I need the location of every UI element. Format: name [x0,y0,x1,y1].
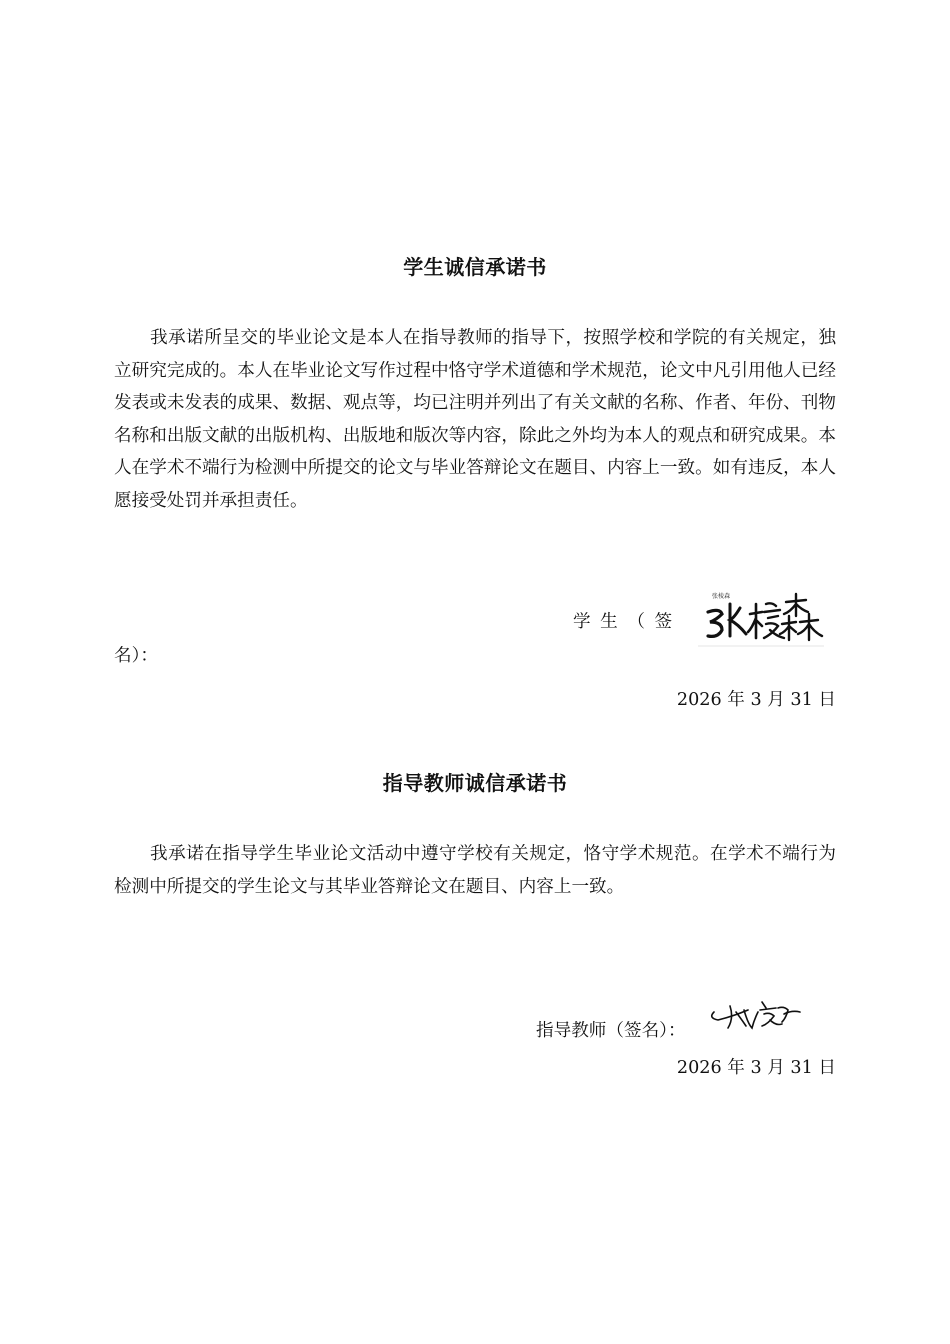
student-pledge-title: 学生诚信承诺书 [403,255,547,279]
teacher-pledge-title: 指导教师诚信承诺书 [382,771,568,795]
student-signature-label-continued: 名）： [114,646,158,666]
student-signature-caption: 张棱森 [712,593,731,600]
teacher-pledge-date: 2026 年 3 月 31 日 [676,1058,836,1078]
teacher-pledge-paragraph: 我承诺在指导学生毕业论文活动中遵守学校有关规定，恪守学术规范。在学术不端行为检测中所提交的学生论文与其毕业答辩论文在题目、内容上一致。 [114,844,836,897]
student-signature-label: 学 生 （ 签 [573,612,675,632]
student-pledge-date: 2026 年 3 月 31 日 [676,690,836,710]
teacher-signature-label: 指导教师（签名）： [536,1021,686,1041]
student-signature-image [696,590,826,648]
teacher-signature-image [704,996,804,1034]
student-pledge-paragraph: 我承诺所呈交的毕业论文是本人在指导教师的指导下，按照学校和学院的有关规定，独立研究完成的。本人在毕业论文写作过程中恪守学术道德和学术规范，论文中凡引用他人已经发表或未发表的成果、数据、观点等，均已注明并列出了有关文献的名称、作者、年份、刊物名称和出版文献的出版机构、出版地和版次等内容，除此之外均为本人的观点和研究成果。本人在学术不端行为检测中所提交的论文与毕业答辩论文在题目、内容上一致。如有违反，本人愿接受处罚并承担责任。 [114,328,836,511]
